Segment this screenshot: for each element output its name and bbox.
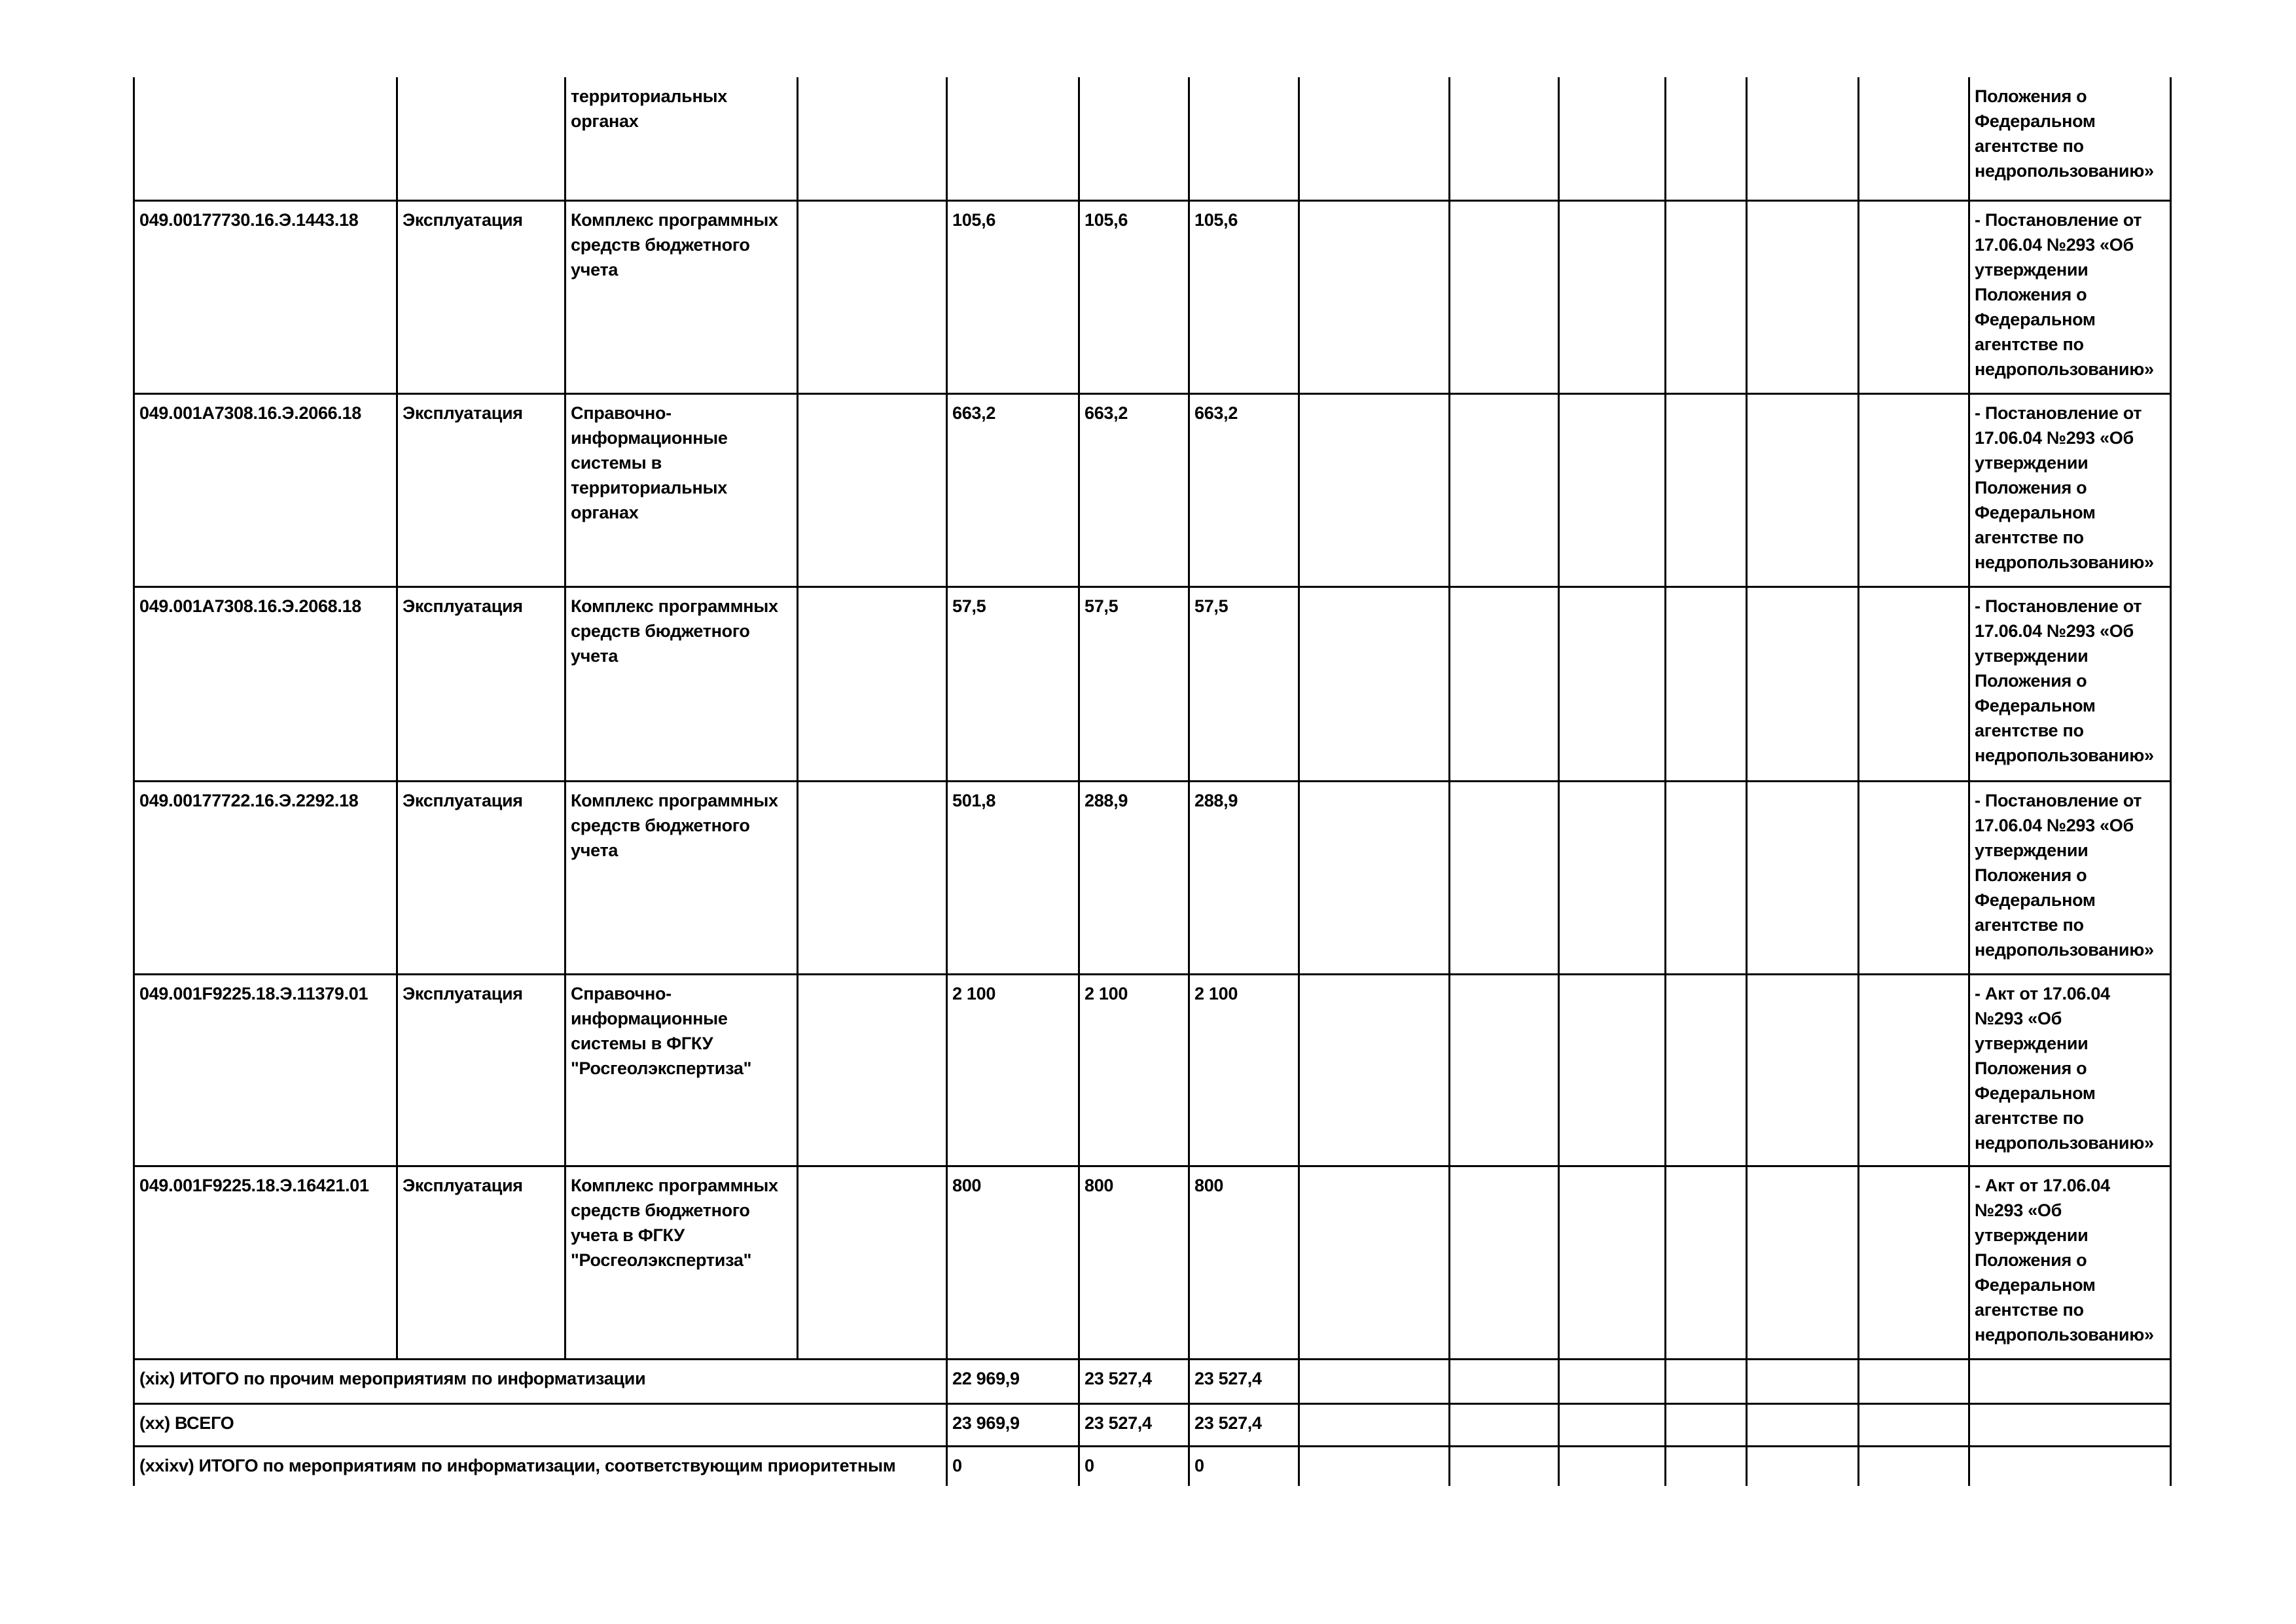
value-cell-2: 2 100 <box>1085 984 1128 1003</box>
column-rule <box>1188 77 1190 1486</box>
stage-cell: Эксплуатация <box>403 210 523 230</box>
value-cell-2: 800 <box>1085 1176 1114 1195</box>
value-cell-1: 57,5 <box>952 596 986 616</box>
column-rule <box>2170 77 2172 1486</box>
column-rule <box>1558 77 1560 1486</box>
code-cell: 049.001F9225.18.Э.11379.01 <box>139 984 368 1003</box>
value-cell-1: 663,2 <box>952 403 996 423</box>
code-cell: 049.00177730.16.Э.1443.18 <box>139 210 359 230</box>
basis-cell: - Акт от 17.06.04 №293 «Об утверждении Положения о Федеральном агентстве по недропользованию» <box>1975 984 2154 1153</box>
code-cell: 049.001F9225.18.Э.16421.01 <box>139 1176 369 1195</box>
row-rule <box>133 200 2172 202</box>
row-rule <box>133 1403 2172 1405</box>
column-rule <box>1857 77 1859 1486</box>
value-cell-3: 105,6 <box>1194 210 1238 230</box>
total-value-1: 22 969,9 <box>952 1369 1020 1388</box>
value-cell-3: 2 100 <box>1194 984 1238 1003</box>
value-cell-2: 57,5 <box>1085 596 1119 616</box>
column-rule <box>946 77 948 1486</box>
value-cell-3: 800 <box>1194 1176 1224 1195</box>
stage-cell: Эксплуатация <box>403 403 523 423</box>
value-cell-1: 105,6 <box>952 210 996 230</box>
total-label: (xxixv) ИТОГО по мероприятиям по информатизации, соответствующим приоритетным <box>139 1456 896 1475</box>
stage-cell: Эксплуатация <box>403 1176 523 1195</box>
basis-cell: - Постановление от 17.06.04 №293 «Об утверждении Положения о Федеральном агентстве по недропользованию» <box>1975 210 2154 379</box>
basis-cell: - Постановление от 17.06.04 №293 «Об утверждении Положения о Федеральном агентстве по недропользованию» <box>1975 791 2154 960</box>
row-rule <box>133 973 2172 975</box>
column-rule <box>564 77 566 1360</box>
total-value-3: 23 527,4 <box>1194 1413 1262 1433</box>
total-value-1: 23 969,9 <box>952 1413 1020 1433</box>
row-rule <box>133 1165 2172 1167</box>
value-cell-2: 288,9 <box>1085 791 1128 810</box>
name-cell: Комплекс программных средств бюджетного учета <box>571 210 778 280</box>
column-rule <box>1746 77 1748 1486</box>
total-value-2: 0 <box>1085 1456 1094 1475</box>
value-cell-3: 663,2 <box>1194 403 1238 423</box>
value-cell-1: 800 <box>952 1176 982 1195</box>
code-cell: 049.001A7308.16.Э.2066.18 <box>139 403 362 423</box>
column-rule <box>1968 77 1970 1486</box>
basis-cell-continued: Положения о Федеральном агентстве по недропользованию» <box>1975 86 2154 181</box>
total-value-1: 0 <box>952 1456 962 1475</box>
basis-cell: - Акт от 17.06.04 №293 «Об утверждении Положения о Федеральном агентстве по недропользованию» <box>1975 1176 2154 1344</box>
name-cell: Комплекс программных средств бюджетного учета в ФГКУ "Росгеолэкспертиза" <box>571 1176 778 1270</box>
row-rule <box>133 1445 2172 1447</box>
code-cell: 049.001A7308.16.Э.2068.18 <box>139 596 362 616</box>
value-cell-3: 57,5 <box>1194 596 1229 616</box>
name-cell: Комплекс программных средств бюджетного учета <box>571 791 778 860</box>
column-rule <box>396 77 398 1360</box>
basis-cell: - Постановление от 17.06.04 №293 «Об утверждении Положения о Федеральном агентстве по недропользованию» <box>1975 596 2154 765</box>
value-cell-1: 2 100 <box>952 984 996 1003</box>
total-value-2: 23 527,4 <box>1085 1413 1152 1433</box>
row-rule <box>133 393 2172 395</box>
total-label: (xx) ВСЕГО <box>139 1413 234 1433</box>
name-cell: Комплекс программных средств бюджетного учета <box>571 596 778 666</box>
name-cell: Справочно- информационные системы в ФГКУ "Росгеолэкспертиза" <box>571 984 752 1078</box>
column-rule <box>1664 77 1666 1486</box>
value-cell-2: 663,2 <box>1085 403 1128 423</box>
column-rule <box>133 77 135 1486</box>
basis-cell: - Постановление от 17.06.04 №293 «Об утверждении Положения о Федеральном агентстве по недропользованию» <box>1975 403 2154 572</box>
value-cell-1: 501,8 <box>952 791 996 810</box>
column-rule <box>1448 77 1450 1486</box>
total-value-2: 23 527,4 <box>1085 1369 1152 1388</box>
name-cell-continued: территориальных органах <box>571 86 727 131</box>
column-rule <box>1078 77 1080 1486</box>
row-rule <box>133 1358 2172 1360</box>
row-rule <box>133 780 2172 782</box>
stage-cell: Эксплуатация <box>403 984 523 1003</box>
column-rule <box>797 77 798 1360</box>
column-rule <box>1298 77 1300 1486</box>
stage-cell: Эксплуатация <box>403 791 523 810</box>
stage-cell: Эксплуатация <box>403 596 523 616</box>
name-cell: Справочно- информационные системы в территориальных органах <box>571 403 728 522</box>
total-value-3: 23 527,4 <box>1194 1369 1262 1388</box>
value-cell-2: 105,6 <box>1085 210 1128 230</box>
value-cell-3: 288,9 <box>1194 791 1238 810</box>
total-value-3: 0 <box>1194 1456 1204 1475</box>
code-cell: 049.00177722.16.Э.2292.18 <box>139 791 359 810</box>
row-rule <box>133 586 2172 588</box>
total-label: (xix) ИТОГО по прочим мероприятиям по информатизации <box>139 1369 646 1388</box>
